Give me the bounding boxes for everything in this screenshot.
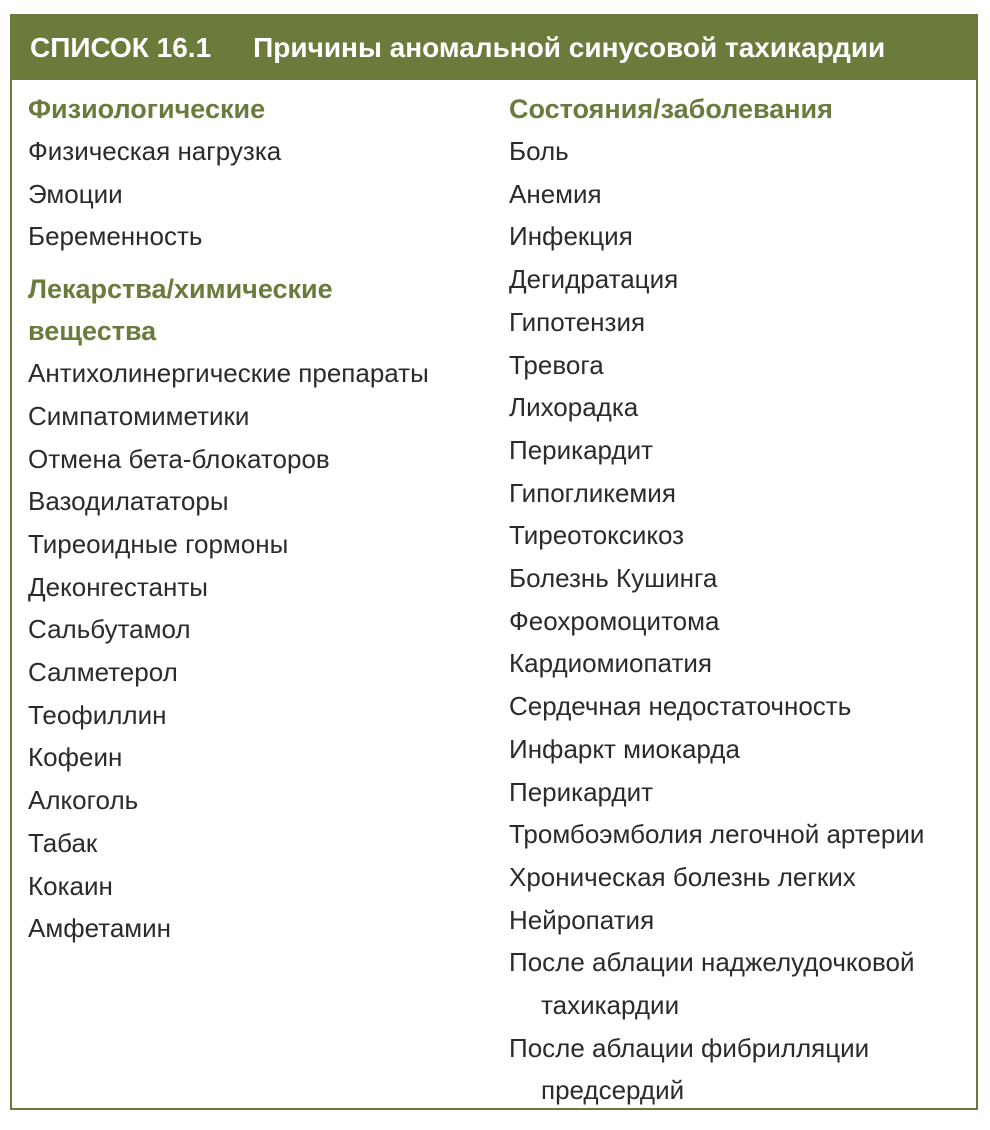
list-item: Физическая нагрузка (28, 136, 282, 166)
drugs-heading-line2: вещества (28, 316, 157, 347)
list-item: Гипотензия (509, 306, 646, 337)
list-item: После аблации наджелудочковой тахикардии (509, 947, 915, 1021)
list-item: Вазодилататоры (28, 486, 229, 517)
list-item: Антихолинергические препараты (28, 358, 429, 389)
drugs-heading-line1: Лекарства/химические (28, 274, 333, 305)
list-item: Деконгестанты (28, 571, 208, 602)
drugs-list (28, 352, 498, 950)
list-item: Тромбоэмболия легочной артерии (509, 819, 925, 850)
list-number: СПИСОК 16.1 (30, 32, 212, 63)
list-item: Амфетамин (28, 913, 172, 944)
right-column (509, 88, 969, 1112)
list-item: Перикардит (509, 434, 654, 465)
list-item: Кардиомиопатия (509, 648, 712, 679)
list-header (12, 16, 976, 80)
list-box (10, 14, 978, 1110)
list-title: Причины аномальной синусовой тахикардии (253, 32, 886, 63)
list-item: Теофиллин (28, 699, 167, 730)
list-item: Симпатомиметики (28, 400, 250, 431)
list-item: Хроническая болезнь легких (509, 861, 856, 892)
list-item: Лихорадка (509, 392, 639, 423)
list-item: Отмена бета-блокаторов (28, 443, 330, 474)
list-item: Салметерол (28, 657, 178, 688)
list-item: После аблации фибрилляции предсердий (509, 1032, 870, 1106)
list-item: Перикардит (509, 776, 654, 807)
left-column (28, 88, 498, 950)
list-item: Инфаркт миокарда (509, 733, 740, 764)
list-item: Гипогликемия (509, 477, 676, 508)
conditions-heading: Состояния/заболевания (509, 94, 833, 124)
list-item: Алкоголь (28, 785, 139, 816)
list-item: Сердечная недостаточность (509, 691, 852, 722)
list-item: Тиреотоксикоз (509, 520, 685, 551)
list-item: Кокаин (28, 870, 113, 901)
list-item: Дегидратация (509, 264, 679, 295)
list-item: Болезнь Кушинга (509, 563, 718, 594)
list-item: Тревога (509, 349, 604, 380)
list-item: Эмоции (28, 178, 123, 209)
list-item: Боль (509, 136, 569, 166)
physiological-heading: Физиологические (28, 94, 266, 124)
physiological-list (28, 130, 498, 258)
list-item: Тиреоидные гормоны (28, 528, 289, 559)
conditions-list (509, 130, 969, 1112)
list-item: Нейропатия (509, 904, 655, 935)
list-item: Сальбутамол (28, 614, 191, 645)
list-item: Анемия (509, 178, 602, 209)
list-item: Табак (28, 827, 98, 858)
list-item: Инфекция (509, 221, 633, 252)
list-item: Беременность (28, 221, 203, 252)
list-item: Феохромоцитома (509, 605, 720, 636)
list-item: Кофеин (28, 742, 123, 773)
